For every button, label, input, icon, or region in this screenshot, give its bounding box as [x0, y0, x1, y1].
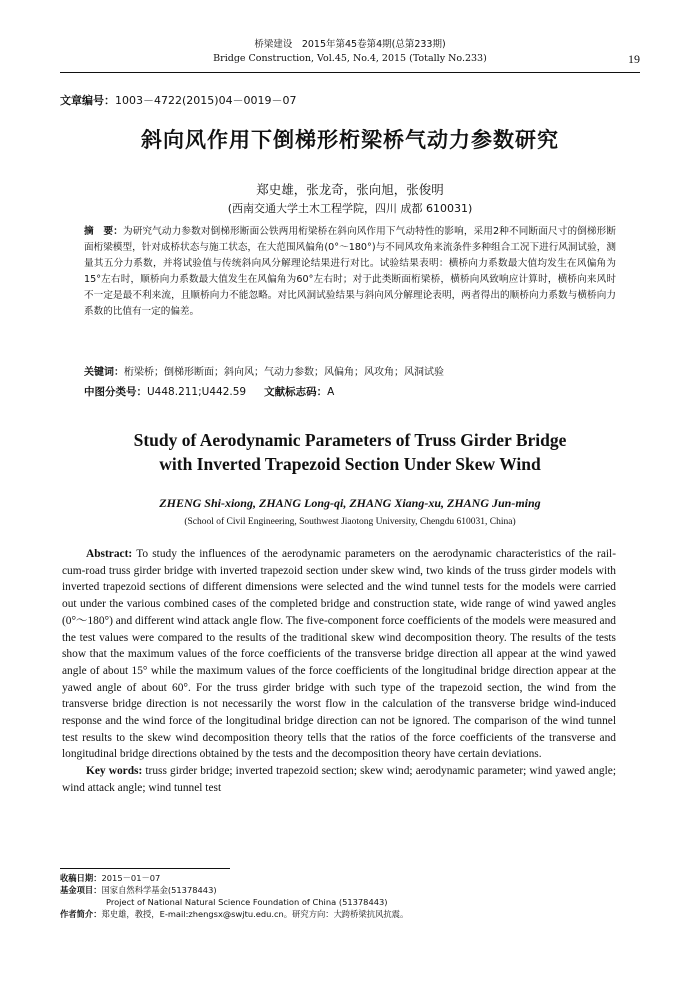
keywords-en-label: Key words: — [86, 765, 143, 778]
abstract-cn-text: 为研究气动力参数对倒梯形断面公铁两用桁梁桥在斜向风作用下气动特性的影响，采用2种不同断面尺寸的倒梯形断面桁梁模型，针对成桥状态与施工状态，在大范围风偏角(0°～180°)与不同风攻角来流条件多种组合工况下进行风洞试验，测量其五分力系数，并将试验值与传统斜向风分解理论结果进行对比。试验结果表明：横桥向力系数最大值均发生在风偏角为15°左右时，顺桥向力系数最大值发生在风偏角为60°左右时；对于此类断面桁梁桥，横桥向风致响应计算时，横桥向来风时不一定是最不利来流，且顺桥向力不能忽略。对比风洞试验结果与斜向风分解理论表明，两者得出的顺桥向力系数与横桥向力系数的比值有一定的偏差。 — [84, 226, 617, 318]
received-label: 收稿日期： — [60, 873, 102, 883]
article-number-label: 文章编号： — [60, 94, 115, 107]
clc-value: U448.211;U442.59 — [147, 386, 247, 398]
title-en-line2: with Inverted Trapezoid Section Under Skew Wind — [159, 454, 541, 474]
fund-en: Project of National Natural Science Foundation of China (51378443) — [106, 897, 388, 907]
fund-project — [60, 884, 640, 896]
abstract-en — [62, 546, 616, 797]
author-bio-label: 作者简介： — [60, 909, 102, 919]
abstract-en-label: Abstract: — [86, 548, 133, 560]
author-bio-text: 郑史雄，教授，E-mail:zhengsx@swjtu.edu.cn。研究方向：大跨桥梁抗风抗震。 — [101, 909, 409, 919]
article-number — [60, 92, 297, 108]
received-date — [60, 872, 640, 884]
classification-cn — [84, 384, 616, 399]
keywords-cn-label: 关键词： — [84, 367, 124, 378]
abstract-en-text: To study the influences of the aerodynamic parameters on the aerodynamic characteristics of the rail-cum-road truss girder bridge with inverted trapezoid section under skew wind, two kinds of the truss girder models with inverted trapezoid sections of different dimensions were selected and the wind tunnel tests for the models were carried out under the various combined cases of the completed bridge and construction state, wide range of wind yawed angles (0°～180°) and different wind attack angle flow. The five-component force coefficients of the models were measured and the test values were compared to the results of the traditional skew wind decomposition theory. The results of the tests show that the maximum values of the force coefficients of the transverse bridge direction all appear at the wind yawed angle of about 15° while the maximum values of the force coefficients of the longitudinal bridge direction appear at the yawed angle of about 60°. For the truss girder bridge with such type of the trapezoid section, the wind from the transverse bridge direction is not necessarily the worst flow in the calculation of the transverse bridge wind-induced response and the wind force of the longitudinal bridge direction can not be ignored. The comparison of the wind tunnel test results to the skew wind decomposition theory tells that the ratios of the force coefficients of the transverse and longitudinal bridge directions obtained by the tests and the decomposition theory have certain deviations. — [62, 548, 616, 761]
authors-cn: 郑史雄，张龙奇，张向旭，张俊明 — [256, 182, 444, 197]
author-bio — [60, 908, 640, 920]
keywords-en-text: truss girder bridge; inverted trapezoid section; skew wind; aerodynamic parameter; wind yawed angle; wind attack angle; wind tunnel test — [62, 765, 616, 794]
keywords-en — [62, 763, 616, 796]
journal-header-en: Bridge Construction, Vol.45, No.4, 2015 (Totally No.233) — [213, 53, 487, 64]
affiliation-cn: (西南交通大学土木工程学院，四川 成都 610031) — [227, 202, 473, 215]
footnotes — [60, 872, 640, 920]
received-value: 2015－01－07 — [101, 873, 161, 883]
title-en-line1: Study of Aerodynamic Parameters of Truss Girder Bridge — [133, 430, 567, 450]
clc-label: 中图分类号： — [84, 386, 147, 398]
article-number-value: 1003－4722(2015)04－0019－07 — [115, 94, 297, 107]
header-rule — [60, 72, 640, 73]
title-cn: 斜向风作用下倒梯形桁梁桥气动力参数研究 — [141, 128, 559, 152]
doc-code-value: A — [327, 386, 335, 398]
journal-header-cn: 桥梁建设 2015年第45卷第4期(总第233期) — [254, 39, 446, 50]
keywords-cn-text: 桁梁桥；倒梯形断面；斜向风；气动力参数；风偏角；风攻角；风洞试验 — [124, 367, 444, 378]
authors-en: ZHENG Shi-xiong, ZHANG Long-qi, ZHANG Xiang-xu, ZHANG Jun-ming — [159, 496, 541, 510]
abstract-cn-label: 摘 要： — [84, 226, 123, 237]
fund-cn: 国家自然科学基金(51378443) — [101, 885, 217, 895]
doc-code-label: 文献标志码： — [264, 386, 328, 398]
footnote-rule — [60, 868, 230, 869]
affiliation-en: (School of Civil Engineering, Southwest Jiaotong University, Chengdu 610031, China) — [184, 517, 516, 527]
abstract-cn — [84, 224, 616, 321]
running-header — [60, 38, 640, 66]
title-en — [60, 428, 640, 476]
fund-label: 基金项目： — [60, 885, 102, 895]
abstract-en-paragraph — [62, 546, 616, 763]
page-number: 19 — [628, 52, 640, 66]
keywords-cn — [84, 363, 616, 378]
